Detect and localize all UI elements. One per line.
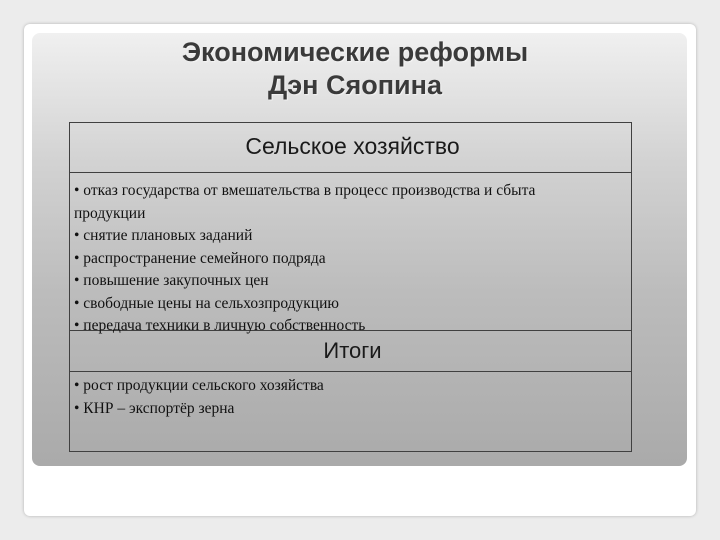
title-line-2: Дэн Сяопина bbox=[268, 70, 442, 100]
slide-title bbox=[0, 36, 710, 102]
list-item: • КНР – экспортёр зерна bbox=[74, 399, 235, 417]
list-item: • отказ государства от вмешательства в процесс производства и сбыта bbox=[74, 182, 536, 199]
list-item: • свободные цены на сельхозпродукцию bbox=[74, 294, 339, 312]
list-item: • распространение семейного подряда bbox=[74, 249, 326, 267]
reforms-table bbox=[69, 122, 632, 452]
list-item: • рост продукции сельского хозяйства bbox=[74, 377, 324, 394]
list-item: • передача техники в личную собственность bbox=[74, 317, 366, 334]
section-header-agriculture: Сельское хозяйство bbox=[70, 123, 631, 173]
title-line-1: Экономические реформы bbox=[181, 37, 529, 67]
list-item: • повышение закупочных цен bbox=[74, 272, 269, 289]
list-item: • снятие плановых заданий bbox=[74, 227, 253, 244]
list-item: продукции bbox=[74, 204, 146, 222]
section-body-agriculture bbox=[70, 173, 631, 334]
section-body-results bbox=[70, 372, 631, 424]
section-header-results: Итоги bbox=[70, 331, 631, 372]
